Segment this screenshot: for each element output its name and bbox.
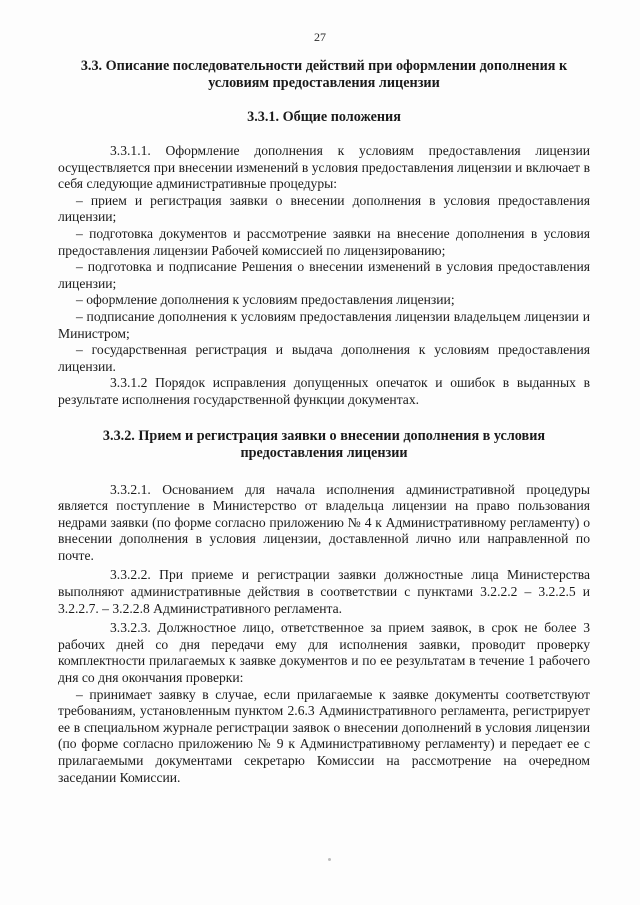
scan-artifact: [328, 858, 331, 861]
paragraph-3-3-2-2: 3.3.2.2. При приеме и регистрации заявки должностные лица Министерства выполняют административные действия в соответствии с пунктами 3.2.2.2 – 3.2.2.5 и 3.2.2.7. – 3.2.2.8 Административного регламента.: [58, 567, 590, 616]
paragraph-3-3-2-3: 3.3.2.3. Должностное лицо, ответственное за прием заявок, в срок не более 3 рабочих дней со дня передачи ему для исполнения заявки, проводит проверку комплектности прилагаемых к заявке документов и по ее результатам в течение 1 рабочего дня со дня окончания проверки:: [58, 620, 590, 686]
section-title-3-3-1: 3.3.1. Общие положения: [247, 109, 401, 125]
page-content: [58, 58, 590, 786]
list-item-procedure-2: – подготовка документов и рассмотрение заявки на внесение дополнения в условия предоставления лицензии Рабочей комиссией по лицензированию;: [58, 225, 590, 258]
list-item-procedure-6: – государственная регистрация и выдача дополнения к условиям предоставления лицензии.: [58, 342, 590, 374]
list-item-accept-application: – принимает заявку в случае, если прилагаемые к заявке документы соответствуют требованиям, установленным пунктом 2.6.3 Административного регламента, регистрирует ее в специальном журнале регистрации заявок о внесении дополнений в условия лицензии (по форме согласно приложению № 9 к Административному регламенту) и передает ее с прилагаемыми документами секретарю Комиссии на рассмотрение на очередном заседании Комиссии.: [58, 686, 590, 785]
list-item-procedure-4: – оформление дополнения к условиям предоставления лицензии;: [76, 292, 455, 308]
list-item-procedure-3: – подготовка и подписание Решения о внесении изменений в условия предоставления лицензии;: [58, 259, 590, 291]
section-title-3-3-2: 3.3.2. Прием и регистрация заявки о внесении дополнения в условия предоставления лицензии: [102, 427, 546, 461]
paragraph-3-3-1-2: 3.3.1.2 Порядок исправления допущенных опечаток и ошибок в выданных в результате исполнения государственной функции документах.: [58, 375, 590, 407]
list-item-procedure-5: – подписание дополнения к условиям предоставления лицензии владельцем лицензии и Министром;: [58, 308, 590, 341]
paragraph-3-3-1-1: 3.3.1.1. Оформление дополнения к условиям предоставления лицензии осуществляется при внесении изменений в условия предоставления лицензии и включает в себя следующие административные процедуры:: [58, 143, 590, 192]
list-item-procedure-1: – прием и регистрация заявки о внесении дополнения в условия предоставления лицензии;: [58, 192, 590, 225]
section-title-3-3: 3.3. Описание последовательности действий при оформлении дополнения к условиям предоставления лицензии: [80, 58, 568, 91]
paragraph-3-3-2-1: 3.3.2.1. Основанием для начала исполнения административной процедуры является поступление в Министерство от владельца лицензии на право пользования недрами заявки (по форме согласно приложению № 4 к Административному регламенту) о внесении дополнения в условия лицензии, доставленной лично или направленной по почте.: [58, 481, 590, 563]
page-number: 27: [314, 30, 326, 44]
